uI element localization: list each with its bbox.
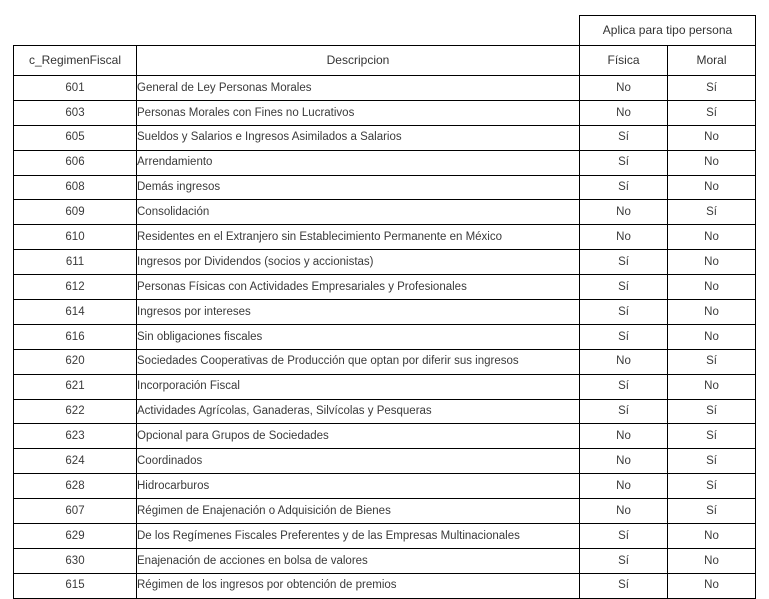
cell-regimen-code: 615 [14,573,137,598]
cell-descripcion: Ingresos por Dividendos (socios y accionistas) [137,250,580,275]
table-row[interactable] [14,324,756,349]
table-row[interactable] [14,374,756,399]
table-row[interactable] [14,349,756,374]
cell-descripcion: Sueldos y Salarios e Ingresos Asimilados a Salarios [137,125,580,150]
cell-aplica-moral: No [668,548,756,573]
cell-regimen-code: 614 [14,300,137,325]
cell-regimen-code: 611 [14,250,137,275]
cell-descripcion: Régimen de Enajenación o Adquisición de Bienes [137,499,580,524]
cell-descripcion: Residentes en el Extranjero sin Establecimiento Permanente en México [137,225,580,250]
cell-regimen-code: 606 [14,150,137,175]
cell-aplica-moral: Sí [668,424,756,449]
table-row[interactable] [14,150,756,175]
cell-descripcion: Demás ingresos [137,175,580,200]
table-row[interactable] [14,175,756,200]
cell-regimen-code: 620 [14,349,137,374]
cell-regimen-code: 621 [14,374,137,399]
cell-aplica-moral: Sí [668,399,756,424]
cell-aplica-fisica: No [580,449,668,474]
cell-regimen-code: 623 [14,424,137,449]
table-row[interactable] [14,125,756,150]
table-row[interactable] [14,499,756,524]
regimen-fiscal-table [13,15,756,599]
table-header [14,16,756,76]
cell-aplica-fisica: Sí [580,374,668,399]
cell-aplica-fisica: No [580,499,668,524]
header-spacer-desc [137,16,580,46]
cell-descripcion: Coordinados [137,449,580,474]
cell-regimen-code: 629 [14,524,137,549]
cell-aplica-moral: No [668,324,756,349]
cell-aplica-fisica: No [580,349,668,374]
cell-regimen-code: 603 [14,100,137,125]
cell-regimen-code: 616 [14,324,137,349]
cell-descripcion: Arrendamiento [137,150,580,175]
cell-aplica-moral: Sí [668,100,756,125]
cell-aplica-fisica: No [580,225,668,250]
cell-descripcion: Régimen de los ingresos por obtención de premios [137,573,580,598]
cell-aplica-fisica: No [580,200,668,225]
cell-aplica-moral: Sí [668,499,756,524]
cell-aplica-fisica: Sí [580,300,668,325]
cell-aplica-moral: Sí [668,449,756,474]
cell-regimen-code: 624 [14,449,137,474]
cell-regimen-code: 630 [14,548,137,573]
table-row[interactable] [14,76,756,101]
cell-descripcion: Sin obligaciones fiscales [137,324,580,349]
table-row[interactable] [14,275,756,300]
cell-aplica-fisica: Sí [580,175,668,200]
cell-regimen-code: 607 [14,499,137,524]
cell-regimen-code: 610 [14,225,137,250]
column-header-c-regimenfiscal[interactable]: c_RegimenFiscal [14,46,137,76]
cell-descripcion: Sociedades Cooperativas de Producción que optan por diferir sus ingresos [137,349,580,374]
table-row[interactable] [14,474,756,499]
cell-aplica-moral: No [668,225,756,250]
table-row[interactable] [14,200,756,225]
cell-aplica-moral: No [668,300,756,325]
table-row[interactable] [14,548,756,573]
table-body [14,76,756,599]
cell-aplica-fisica: Sí [580,324,668,349]
cell-aplica-fisica: Sí [580,275,668,300]
cell-aplica-moral: No [668,573,756,598]
cell-aplica-moral: Sí [668,200,756,225]
table-row[interactable] [14,250,756,275]
cell-aplica-moral: No [668,150,756,175]
header-row [14,46,756,76]
cell-regimen-code: 601 [14,76,137,101]
cell-aplica-moral: No [668,374,756,399]
cell-aplica-fisica: No [580,424,668,449]
cell-regimen-code: 628 [14,474,137,499]
table-row[interactable] [14,399,756,424]
table-row[interactable] [14,449,756,474]
cell-aplica-moral: No [668,275,756,300]
header-group-row [14,16,756,46]
cell-descripcion: Ingresos por intereses [137,300,580,325]
cell-aplica-fisica: Sí [580,524,668,549]
table-row[interactable] [14,225,756,250]
cell-aplica-moral: No [668,250,756,275]
cell-regimen-code: 622 [14,399,137,424]
cell-regimen-code: 605 [14,125,137,150]
cell-aplica-moral: No [668,125,756,150]
column-group-header-aplica-para-tipo-persona: Aplica para tipo persona [580,16,756,46]
cell-descripcion: Consolidación [137,200,580,225]
table-row[interactable] [14,100,756,125]
cell-regimen-code: 608 [14,175,137,200]
cell-aplica-fisica: No [580,76,668,101]
cell-aplica-fisica: Sí [580,573,668,598]
cell-descripcion: Incorporación Fiscal [137,374,580,399]
cell-regimen-code: 609 [14,200,137,225]
cell-aplica-fisica: Sí [580,399,668,424]
cell-descripcion: Actividades Agrícolas, Ganaderas, Silvícolas y Pesqueras [137,399,580,424]
column-header-descripcion[interactable]: Descripcion [137,46,580,76]
table-row[interactable] [14,573,756,598]
column-header-moral[interactable]: Moral [668,46,756,76]
header-spacer-code [14,16,137,46]
cell-aplica-moral: Sí [668,349,756,374]
cell-aplica-fisica: Sí [580,250,668,275]
cell-aplica-fisica: Sí [580,150,668,175]
cell-aplica-fisica: Sí [580,548,668,573]
cell-descripcion: Hidrocarburos [137,474,580,499]
cell-aplica-moral: Sí [668,474,756,499]
cell-aplica-moral: Sí [668,76,756,101]
table-row[interactable] [14,424,756,449]
cell-aplica-fisica: No [580,100,668,125]
cell-aplica-moral: No [668,524,756,549]
cell-descripcion: Personas Físicas con Actividades Empresariales y Profesionales [137,275,580,300]
cell-aplica-fisica: Sí [580,125,668,150]
cell-descripcion: De los Regímenes Fiscales Preferentes y de las Empresas Multinacionales [137,524,580,549]
cell-regimen-code: 612 [14,275,137,300]
cell-descripcion: Opcional para Grupos de Sociedades [137,424,580,449]
cell-descripcion: Enajenación de acciones en bolsa de valores [137,548,580,573]
table-row[interactable] [14,300,756,325]
table-row[interactable] [14,524,756,549]
cell-descripcion: Personas Morales con Fines no Lucrativos [137,100,580,125]
cell-descripcion: General de Ley Personas Morales [137,76,580,101]
cell-aplica-moral: No [668,175,756,200]
cell-aplica-fisica: No [580,474,668,499]
column-header-fisica[interactable]: Física [580,46,668,76]
